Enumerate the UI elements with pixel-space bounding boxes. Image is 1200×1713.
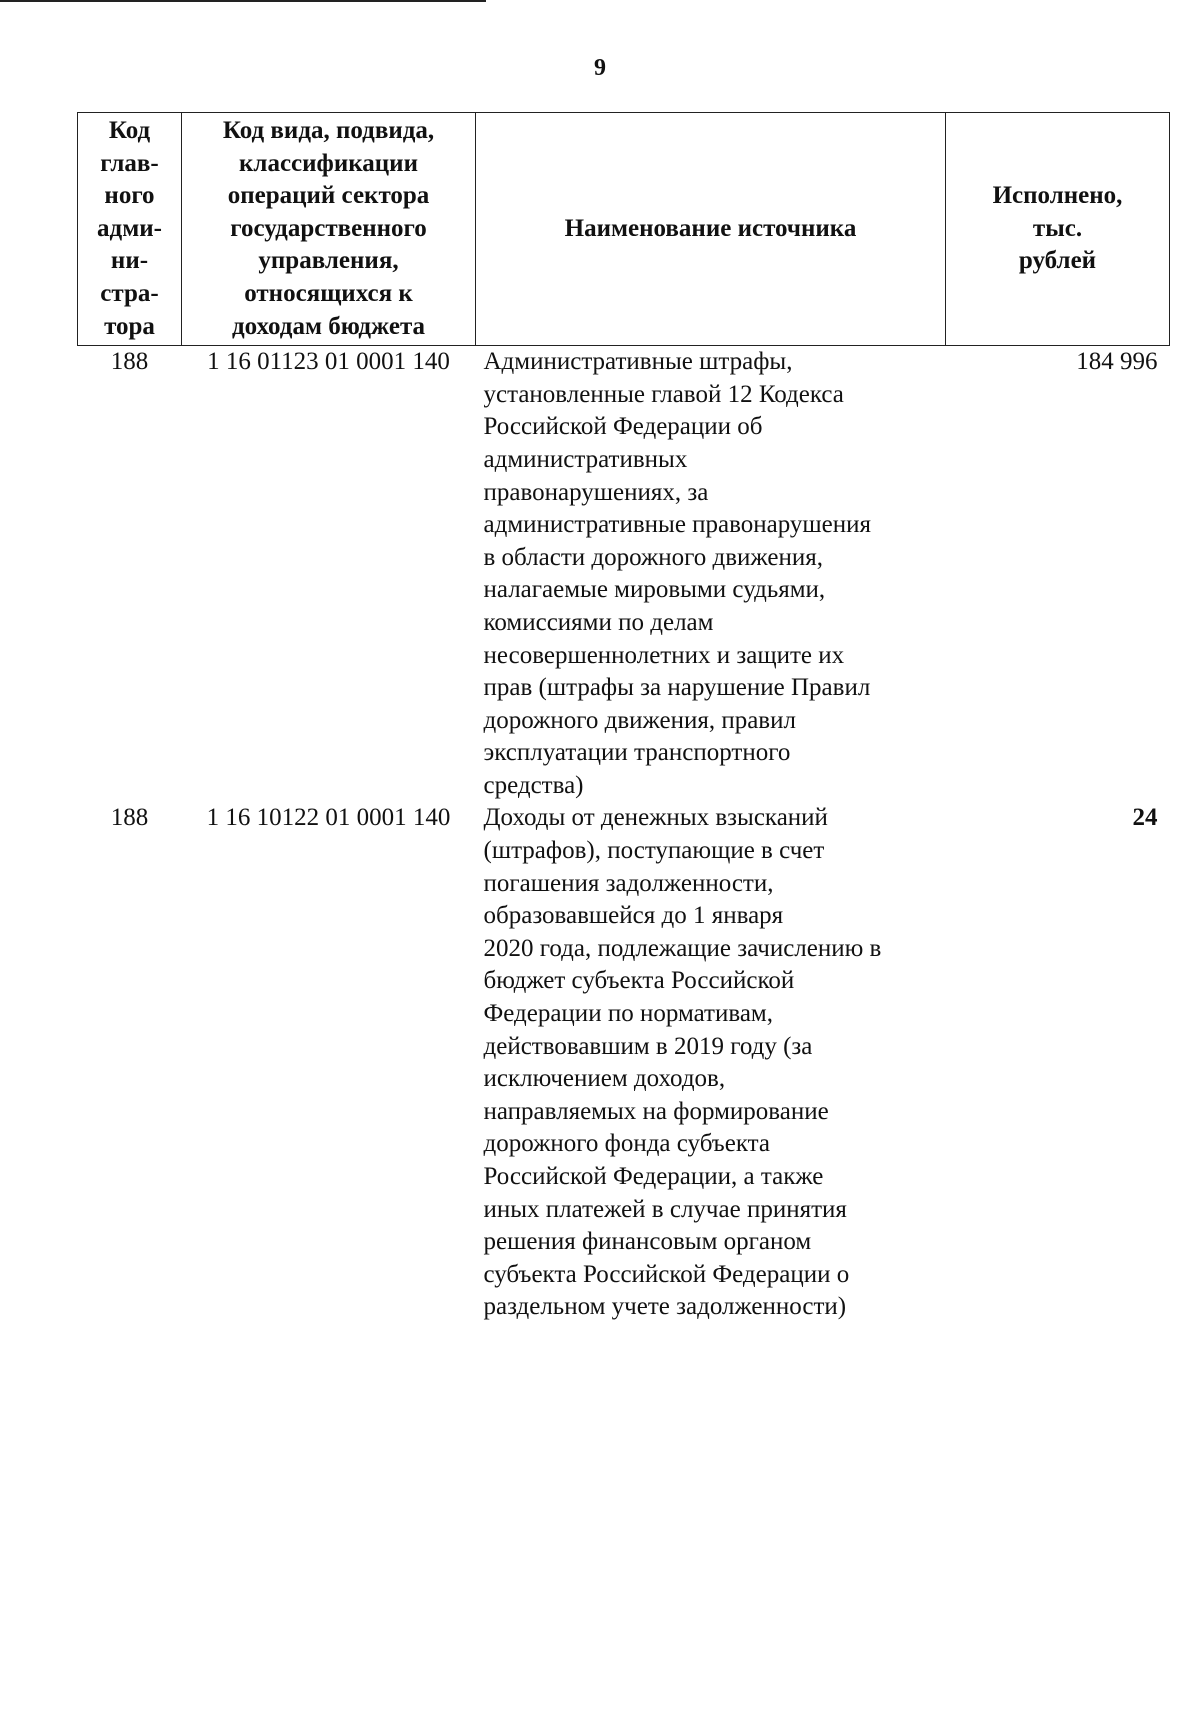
header-source-name: Наименование источника xyxy=(476,113,946,346)
row-classification-code: 1 16 10122 01 0001 140 xyxy=(206,804,451,832)
row-amount: 24 xyxy=(1132,804,1158,832)
row-admin-code: 188 xyxy=(110,804,149,832)
header-amount: Исполнено, тыс. рублей xyxy=(946,113,1170,346)
row-amount: 184 996 xyxy=(1076,348,1158,376)
table-header-row xyxy=(78,113,1170,346)
row-source-name: Доходы от денежных взысканий (штрафов), поступающие в счет погашения задолженности, образовавшейся до 1 января 2020 года, подлежащие зачислению в бюджет субъекта Российской Федерации по нормативам, действовавшим в 2019 году (за исключением доходов, направляемых на формирование дорожного фонда субъекта Российской Федерации, а также иных платежей в случае принятия решения финансовым органом субъекта Российской Федерации о раздельном учете задолженности) xyxy=(483,804,882,1321)
row-source-name: Административные штрафы, установленные главой 12 Кодекса Российской Федерации об административных правонарушениях, за административные правонарушения в области дорожного движения, налагаемые мировыми судьями, комиссиями по делам несовершеннолетних и защите их прав (штрафы за нарушение Правил дорожного движения, правил эксплуатации транспортного средства) xyxy=(483,348,872,799)
row-classification-code: 1 16 01123 01 0001 140 xyxy=(207,348,450,376)
table-row xyxy=(78,346,1170,803)
revenue-table xyxy=(77,112,1170,1324)
page-number: 9 xyxy=(594,55,606,81)
table-row xyxy=(78,802,1170,1324)
header-classification-code: Код вида, подвида, классификации операций сектора государственного управления, относящихся к доходам бюджета xyxy=(182,113,476,346)
row-admin-code: 188 xyxy=(110,348,149,376)
top-rule xyxy=(0,0,486,2)
header-admin-code: Код глав- ного адми- ни- стра- тора xyxy=(78,113,182,346)
